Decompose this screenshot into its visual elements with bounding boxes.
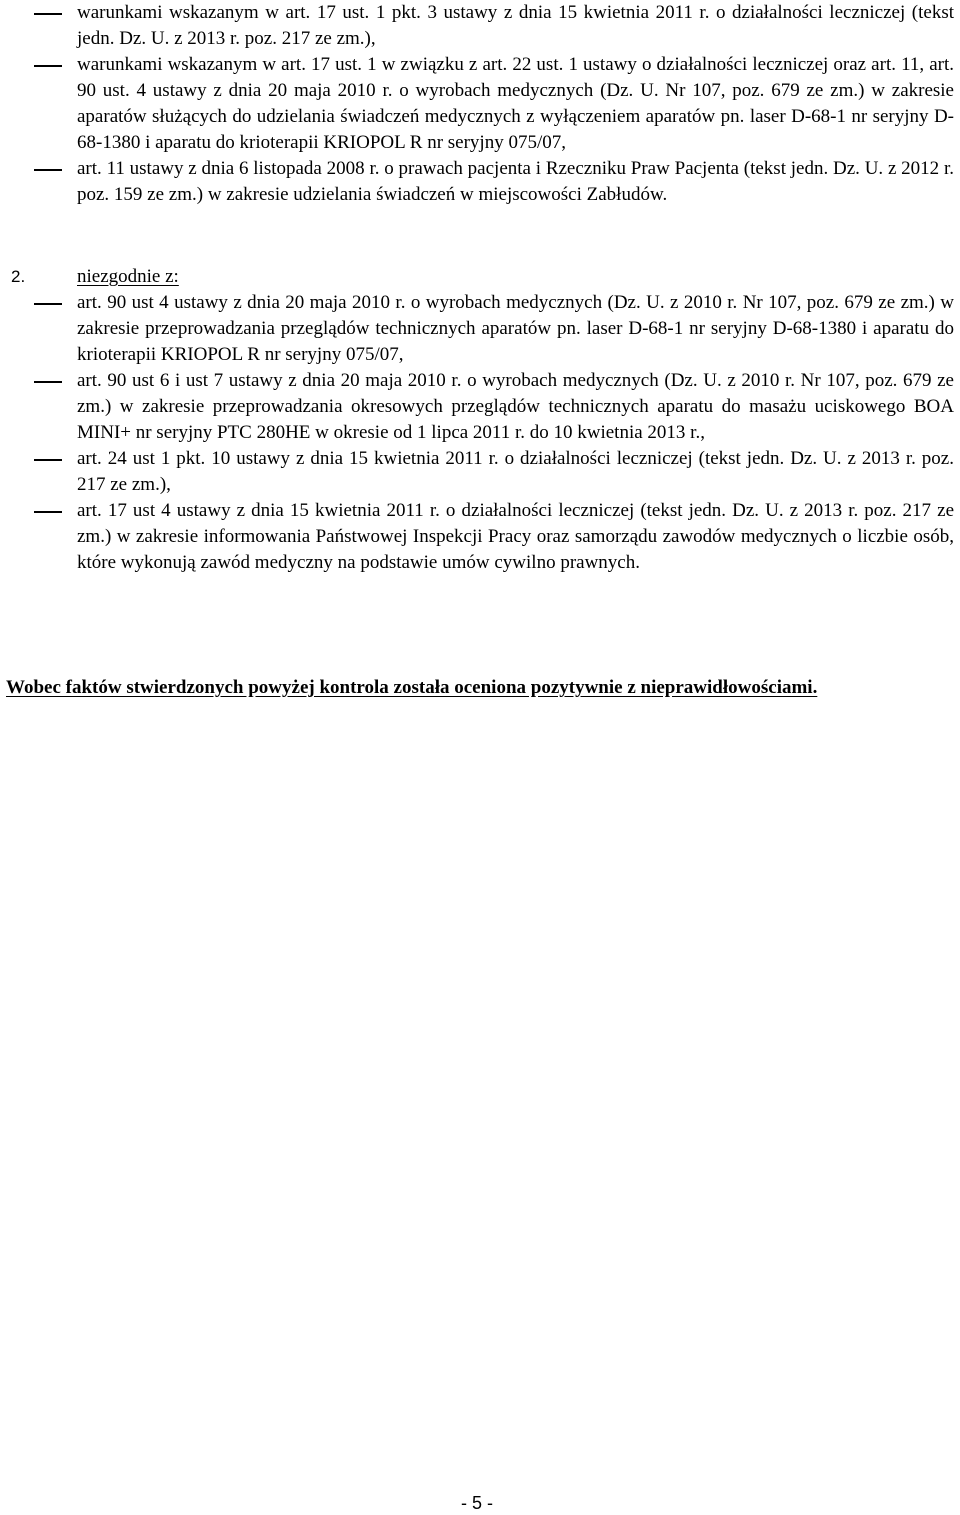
list-item	[0, 0, 960, 52]
list-item	[0, 368, 960, 446]
list-item	[0, 156, 960, 208]
section-heading	[0, 264, 960, 290]
dash-bullet-icon	[34, 381, 62, 383]
list-item	[0, 290, 960, 368]
list-item-text: art. 17 ust 4 ustawy z dnia 15 kwietnia 2011 r. o działalności leczniczej (tekst jedn. Dz. U. z 2013 r. poz. 217 ze zm.) w zakresie informowania Państwowej Inspekcji Pracy oraz samorządu zawodów medycznych o liczbie osób, które wykonują zawód medyczny na podstawie umów cywilno prawnych.	[77, 500, 954, 573]
list-item-text: art. 24 ust 1 pkt. 10 ustawy z dnia 15 kwietnia 2011 r. o działalności leczniczej (tekst jedn. Dz. U. z 2013 r. poz. 217 ze zm.),	[77, 448, 954, 495]
dash-bullet-icon	[34, 459, 62, 461]
findings-list-section-2	[0, 264, 960, 576]
dash-bullet-icon	[34, 65, 62, 67]
dash-bullet-icon	[34, 303, 62, 305]
list-item-text: warunkami wskazanym w art. 17 ust. 1 pkt. 3 ustawy z dnia 15 kwietnia 2011 r. o działalności leczniczej (tekst jedn. Dz. U. z 2013 r. poz. 217 ze zm.),	[77, 2, 954, 49]
list-item	[0, 498, 960, 576]
list-item-text: art. 90 ust 4 ustawy z dnia 20 maja 2010 r. o wyrobach medycznych (Dz. U. z 2010 r. Nr 107, poz. 679 ze zm.) w zakresie przeprowadzania przeglądów technicznych aparatów pn. laser D-68-1 nr seryjny D-68-1380 i aparatu do krioterapii KRIOPOL R nr seryjny 075/07,	[77, 292, 954, 365]
list-item-text: art. 90 ust 6 i ust 7 ustawy z dnia 20 maja 2010 r. o wyrobach medycznych (Dz. U. z 2010 r. Nr 107, poz. 679 ze zm.) w zakresie przeprowadzania okresowych przeglądów technicznych aparatu do masażu uciskowego BOA MINI+ nr seryjny PTC 280HE w okresie od 1 lipca 2011 r. do 10 kwietnia 2013 r.,	[77, 370, 954, 443]
dash-bullet-icon	[34, 13, 62, 15]
dash-bullet-icon	[34, 511, 62, 513]
page-number: - 5 -	[460, 1493, 493, 1513]
dash-bullet-icon	[34, 169, 62, 171]
list-item-text: warunkami wskazanym w art. 17 ust. 1 w związku z art. 22 ust. 1 ustawy o działalności leczniczej oraz art. 11, art. 90 ust. 4 ustawy z dnia 20 maja 2010 r. o wyrobach medycznych (Dz. U. Nr 107, poz. 679 ze zm.) w zakresie aparatów służących do udzielania świadczeń medycznych z wyłączeniem aparatów pn. laser D-68-1 nr seryjny D-68-1380 i aparatu do krioterapii KRIOPOL R nr seryjny 075/07,	[77, 54, 954, 153]
section-number: 2.	[11, 267, 26, 286]
findings-list-section-1	[0, 0, 960, 208]
section-label: niezgodnie z:	[77, 266, 179, 287]
list-item	[0, 446, 960, 498]
list-item-text: art. 11 ustawy z dnia 6 listopada 2008 r. o prawach pacjenta i Rzeczniku Praw Pacjenta (tekst jedn. Dz. U. z 2012 r. poz. 159 ze zm.) w zakresie udzielania świadczeń w miejscowości Zabłudów.	[77, 158, 954, 205]
list-item	[0, 52, 960, 156]
conclusion-statement: Wobec faktów stwierdzonych powyżej kontrola została oceniona pozytywnie z nieprawidłowościami.	[6, 677, 818, 698]
page-number-footer	[0, 1492, 960, 1514]
